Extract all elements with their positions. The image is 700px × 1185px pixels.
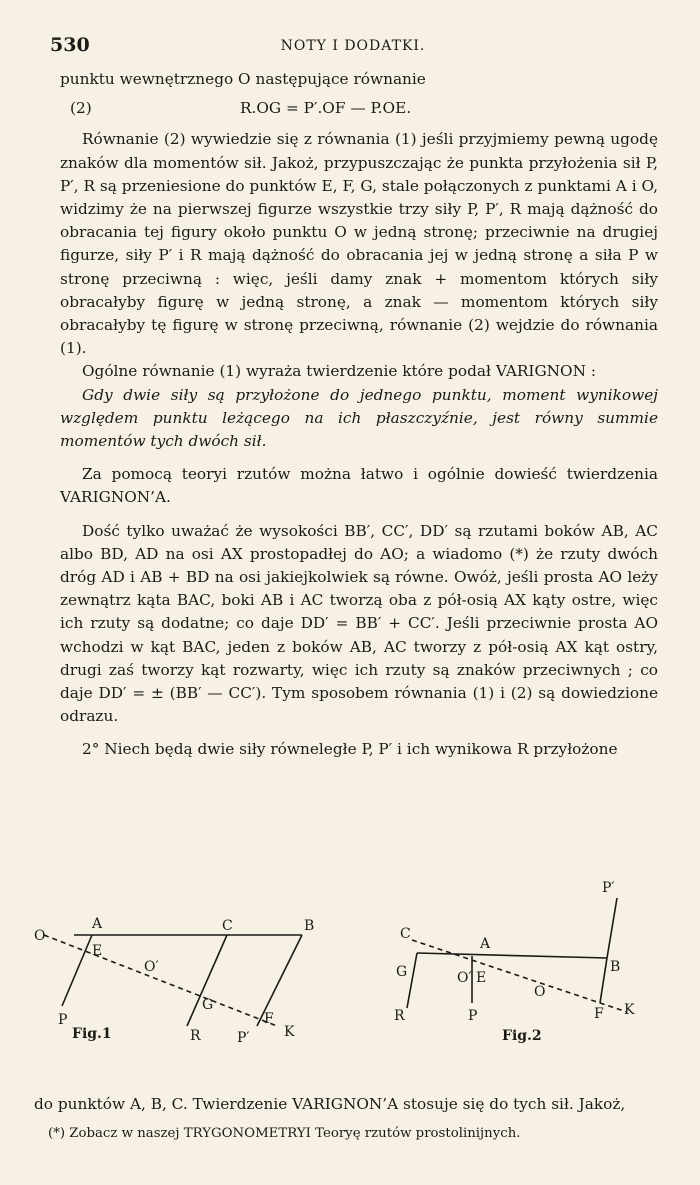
equation-2 xyxy=(60,97,658,120)
fig1-label-e: E xyxy=(92,943,103,959)
page-number: 530 xyxy=(50,34,90,56)
equation-number: (2) xyxy=(70,99,92,118)
fig1-caption: Fig.1 xyxy=(72,1026,112,1042)
fig2-label-o: O xyxy=(534,984,546,1000)
fig1-label-c: C xyxy=(222,918,233,934)
main-text xyxy=(60,68,658,762)
figures xyxy=(32,878,672,1048)
fig2-label-k: K xyxy=(624,1002,635,1018)
fig2-caption: Fig.2 xyxy=(502,1028,542,1044)
fig2-label-g: G xyxy=(396,964,408,980)
intro-line: punktu wewnętrznego O następujące równanie xyxy=(60,70,426,88)
fig1-label-r: R xyxy=(190,1028,201,1044)
fig2-force-p-prime-up xyxy=(607,898,617,958)
paragraph-2: Ogólne równanie (1) wyraża twierdzenie które podał VARIGNON : xyxy=(82,362,596,381)
fig2-label-e: E xyxy=(476,970,487,986)
fig1-force-p xyxy=(62,935,92,1006)
fig2-force-p-prime-down xyxy=(600,958,607,1003)
fig2-label-p: P xyxy=(468,1008,478,1024)
paragraph-1: Równanie (2) wywiedzie się z równania (1) jeśli przyjmiemy pewną ugodę znaków dla momentów sił. Jakoż, przypuszczając że punkta przyłożenia sił P, P′, R są przeniesione do punktów E, F, G, stale połączonych z punktami A i O, widzimy że na pierwszej figurze wszystkie trzy siły P, P′, R mają dążność do obracania tej figury około punktu O w jedną stronę; przeciwnie na drugiej figurze, siły P′ i R mają dążność do obracania jej w jedną stronę a siła P w stronę przeciwną : więc, jeśli damy znak + momentom których siły obracałyby figurę w jedną stronę, a znak — momentom których siły obracałyby tę figurę w stronę przeciwną, równanie (2) wejdzie do równania (1). xyxy=(60,130,658,358)
fig1-label-f: F xyxy=(264,1011,274,1027)
fig2-force-r xyxy=(407,953,417,1008)
footnote: (*) Zobacz w naszej TRYGONOMETRYI Teoryę rzutów prostolinijnych. xyxy=(48,1126,521,1142)
fig1-label-k: K xyxy=(284,1024,295,1040)
fig1-label-g: G xyxy=(202,997,214,1013)
fig1-label-o: O xyxy=(34,928,46,944)
running-head: NOTY I DODATKI. xyxy=(280,38,426,54)
figures-svg xyxy=(32,878,672,1048)
fig1-label-a: A xyxy=(92,916,103,932)
fig2-label-f: F xyxy=(594,1006,604,1022)
fig1-label-p: P xyxy=(58,1012,68,1028)
after-figure-text: do punktów A, B, C. Twierdzenie VARIGNON’A stosuje się do tych sił. Jakoż, xyxy=(34,1095,626,1114)
fig2-dashed-ok xyxy=(412,940,627,1012)
fig2-line-ab xyxy=(417,953,607,958)
figure-1 xyxy=(34,916,314,1046)
paragraph-6: 2° Niech będą dwie siły równeległe P, P′ i ich wynikowa R przyłożone xyxy=(82,740,618,759)
fig1-dashed-ok xyxy=(44,935,277,1026)
fig2-label-p-prime: P′ xyxy=(602,880,615,896)
figure-2 xyxy=(394,880,635,1044)
fig2-label-r: R xyxy=(394,1008,405,1024)
fig2-label-o-prime: O′ xyxy=(457,970,472,986)
paragraph-5: Dość tylko uważać że wysokości BB′, CC′, DD′ są rzutami boków AB, AC albo BD, AD na osi AX prostopadłej do AO; a wiadomo (*) że rzuty dwóch dróg AD i AB + BD na osi jakiejkolwiek są równe. Owóż, jeśli prosta AO leży zewnątrz kąta BAC, boki AB i AC tworzą oba z pół-osią AX kąty ostre, więc ich rzuty są dodatne; co daje DD′ = BB′ + CC′. Jeśli przeciwnie prosta AO wchodzi w kąt BAC, jeden z boków AB, AC tworzy z pół-osią AX kąt ostry, drugi zaś tworzy kąt rozwarty, więc ich rzuty są znaków przeciwnych ; co daje DD′ = ± (BB′ — CC′). Tym sposobem równania (1) i (2) są dowiedzione odrazu. xyxy=(60,521,658,726)
fig1-label-b: B xyxy=(304,918,315,934)
fig1-label-p-prime: P′ xyxy=(237,1030,250,1046)
page-header xyxy=(50,34,656,58)
fig2-label-c: C xyxy=(400,926,411,942)
equation-body: R.OG = P′.OF — P.OE. xyxy=(240,99,412,118)
fig1-label-o-prime: O′ xyxy=(144,959,159,975)
theorem-statement: Gdy dwie siły są przyłożone do jednego punktu, moment wynikowej względem punktu leżącego na ich płaszczyźnie, jest równy summie momentów tych dwóch sił. xyxy=(60,385,658,451)
paragraph-4: Za pomocą teoryi rzutów można łatwo i ogólnie dowieść twierdzenia VARIGNON’A. xyxy=(60,465,658,507)
fig2-label-a: A xyxy=(480,936,491,952)
fig2-label-b: B xyxy=(610,959,621,975)
